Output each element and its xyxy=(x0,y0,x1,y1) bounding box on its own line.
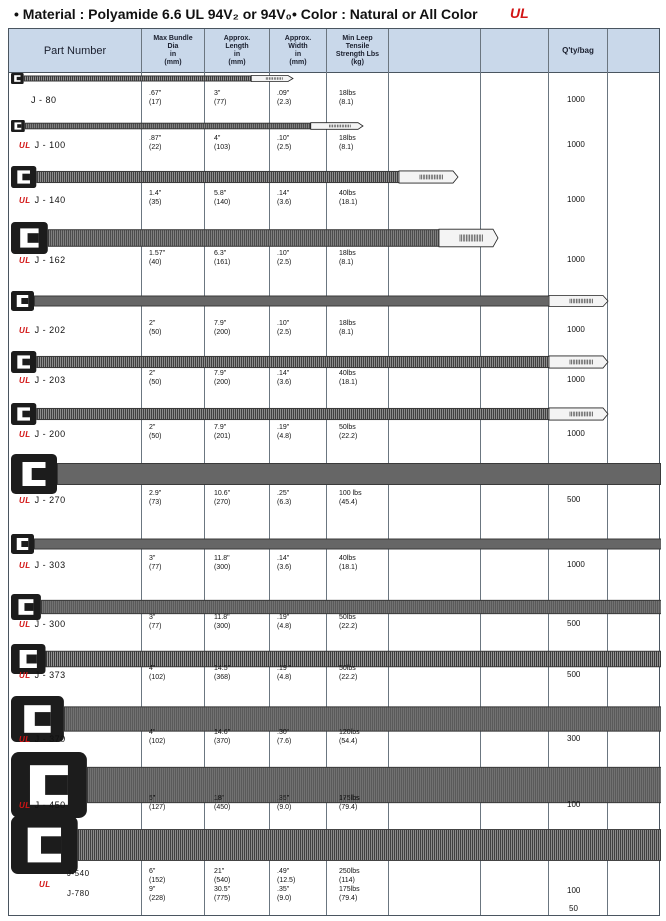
part-number: UL J - 202 xyxy=(19,325,66,335)
cable-tie-image xyxy=(9,696,661,742)
ul-mark-icon: UL xyxy=(39,880,51,889)
length: 6.3" (161) xyxy=(214,250,231,266)
qty-per-bag: 500 xyxy=(567,670,581,679)
length: 10.6" (270) xyxy=(214,490,231,506)
strength: 250lbs (114) 175lbs (79.4) xyxy=(339,868,360,902)
ul-mark-icon: UL xyxy=(19,256,31,265)
length: 11.8" (300) xyxy=(214,614,231,630)
part-number: UL J - 162 xyxy=(19,255,66,265)
bundle-dia: 2" (50) xyxy=(149,320,162,336)
part-number: UL J - 450 xyxy=(19,800,66,810)
col-bundle: Max Bundle Dia in (mm) xyxy=(153,34,193,66)
part-number: UL J - 200 xyxy=(19,429,66,439)
ul-mark-icon: UL xyxy=(19,196,31,205)
width: .30" (7.6) xyxy=(277,729,292,745)
part-number: J - 80 xyxy=(31,95,57,105)
length: 14.5" (368) xyxy=(214,665,231,681)
width: .19" (4.8) xyxy=(277,424,292,440)
bundle-dia: 2" (50) xyxy=(149,370,162,386)
strength: 18lbs (8.1) xyxy=(339,320,356,336)
qty-per-bag: 1000 xyxy=(567,255,585,264)
ul-mark-icon: UL xyxy=(19,326,31,335)
bundle-dia: .67" (17) xyxy=(149,90,162,106)
part-number: UL J - 300 xyxy=(19,619,66,629)
part-number: J-540 xyxy=(67,869,90,878)
cable-tie-image xyxy=(9,454,661,494)
strength: 100 lbs (45.4) xyxy=(339,490,362,506)
part-number: UL J - 270 xyxy=(19,495,66,505)
part-number: UL J - 373 xyxy=(19,670,66,680)
length: 5.8" (140) xyxy=(214,190,231,206)
width: .35" (9.0) xyxy=(277,795,292,811)
bundle-dia: 4" (102) xyxy=(149,729,166,745)
qty-per-bag: 500 xyxy=(567,619,581,628)
qty-per-bag: 1000 xyxy=(567,375,585,384)
strength: 18lbs (8.1) xyxy=(339,250,356,266)
product-table xyxy=(8,28,660,916)
length: 4" (103) xyxy=(214,135,231,151)
width: .10" (2.5) xyxy=(277,250,292,266)
bundle-dia: 2" (50) xyxy=(149,424,162,440)
part-number: UL J - 100 xyxy=(19,140,66,150)
table-header xyxy=(9,29,659,73)
bundle-dia: 3" (77) xyxy=(149,555,162,571)
qty-per-bag: 1000 xyxy=(567,325,585,334)
length: 14.6" (370) xyxy=(214,729,231,745)
ul-mark-icon: UL xyxy=(19,620,31,629)
width: .10" (2.5) xyxy=(277,320,292,336)
bundle-dia: 2.9" (73) xyxy=(149,490,162,506)
ul-mark-icon: UL xyxy=(19,801,31,810)
col-part-number: Part Number xyxy=(43,44,107,57)
cable-tie-image xyxy=(9,291,609,311)
col-qty: Q'ty/bag xyxy=(562,45,594,55)
cable-tie-image xyxy=(9,644,661,674)
width: .25" (6.3) xyxy=(277,490,292,506)
material-spec: • Material : Polyamide 6.6 UL 94V₂ or 94V₀ xyxy=(14,6,292,22)
ul-mark-icon: UL xyxy=(19,671,31,680)
cable-tie-image xyxy=(9,351,609,373)
cable-tie-image xyxy=(9,816,661,874)
length: 11.8" (300) xyxy=(214,555,231,571)
length: 3" (77) xyxy=(214,90,227,106)
strength: 50lbs (22.2) xyxy=(339,424,358,440)
cable-tie-image xyxy=(9,752,661,818)
ul-mark-icon: UL xyxy=(19,376,31,385)
color-spec: • Color : Natural or All Color xyxy=(292,6,478,22)
bundle-dia: .87" (22) xyxy=(149,135,162,151)
cable-tie-image xyxy=(9,222,499,254)
width: .10" (2.5) xyxy=(277,135,292,151)
strength: 50lbs (22.2) xyxy=(339,614,358,630)
ul-logo xyxy=(509,4,531,22)
cable-tie-image xyxy=(9,403,609,425)
qty-per-bag: 300 xyxy=(567,734,581,743)
col-strength: Min Leep Tensile Strength Lbs (kg) xyxy=(335,34,380,66)
strength: 18lbs (8.1) xyxy=(339,135,356,151)
ul-mark-icon: UL xyxy=(19,735,31,744)
width: .09" (2.3) xyxy=(277,90,292,106)
width: .19" (4.8) xyxy=(277,614,292,630)
qty-per-bag: 100 xyxy=(567,800,581,809)
strength: 175lbs (79.4) xyxy=(339,795,360,811)
part-number: UL J - 140 xyxy=(19,195,66,205)
strength: 120lbs (54.4) xyxy=(339,729,360,745)
col-length: Approx. Length in (mm) xyxy=(223,34,251,66)
strength: 40lbs (18.1) xyxy=(339,555,358,571)
qty-per-bag: 50 xyxy=(569,904,578,913)
qty-per-bag: 1000 xyxy=(567,429,585,438)
part-number: UL J - 203 xyxy=(19,375,66,385)
width: .14" (3.6) xyxy=(277,370,292,386)
col-width: Approx. Width in (mm) xyxy=(284,34,312,66)
svg-text:UL: UL xyxy=(510,5,529,21)
qty-per-bag: 100 xyxy=(567,886,581,895)
cable-tie-image xyxy=(9,73,294,84)
qty-per-bag: 500 xyxy=(567,495,581,504)
strength: 50lbs (22.2) xyxy=(339,665,358,681)
width: .14" (3.6) xyxy=(277,190,292,206)
qty-per-bag: 1000 xyxy=(567,560,585,569)
cable-tie-image xyxy=(9,166,459,188)
length: 7.9" (201) xyxy=(214,424,231,440)
bundle-dia: 3" (77) xyxy=(149,614,162,630)
length: 18" (450) xyxy=(214,795,231,811)
bundle-dia: 4" (102) xyxy=(149,665,166,681)
length: 21" (540) 30.5" (775) xyxy=(214,868,231,902)
part-number: UL J - 303 xyxy=(19,560,66,570)
width: .19 " (4.8) xyxy=(277,665,292,681)
bundle-dia: 1.57" (40) xyxy=(149,250,166,266)
spec-header xyxy=(0,0,666,28)
length: 7.9" (200) xyxy=(214,320,231,336)
part-number: UL J - 370 xyxy=(19,734,66,744)
bundle-dia: 5" (127) xyxy=(149,795,166,811)
qty-per-bag: 1000 xyxy=(567,140,585,149)
ul-mark-icon: UL xyxy=(19,496,31,505)
ul-mark-icon: UL xyxy=(19,561,31,570)
part-number: J-780 xyxy=(67,889,90,898)
qty-per-bag: 1000 xyxy=(567,195,585,204)
strength: 18lbs (8.1) xyxy=(339,90,356,106)
qty-per-bag: 1000 xyxy=(567,95,585,104)
cable-tie-image xyxy=(9,534,661,554)
strength: 40lbs (18.1) xyxy=(339,190,358,206)
ul-mark-icon: UL xyxy=(19,430,31,439)
cable-tie-image xyxy=(9,594,661,620)
ul-mark-icon: UL xyxy=(19,141,31,150)
width: .49" (12.5) .35" (9.0) xyxy=(277,868,296,902)
bundle-dia: 6" (152) 9" (228) xyxy=(149,868,166,902)
width: .14" (3.6) xyxy=(277,555,292,571)
length: 7.9" (200) xyxy=(214,370,231,386)
bundle-dia: 1.4" (35) xyxy=(149,190,162,206)
strength: 40lbs (18.1) xyxy=(339,370,358,386)
cable-tie-image xyxy=(9,120,364,132)
